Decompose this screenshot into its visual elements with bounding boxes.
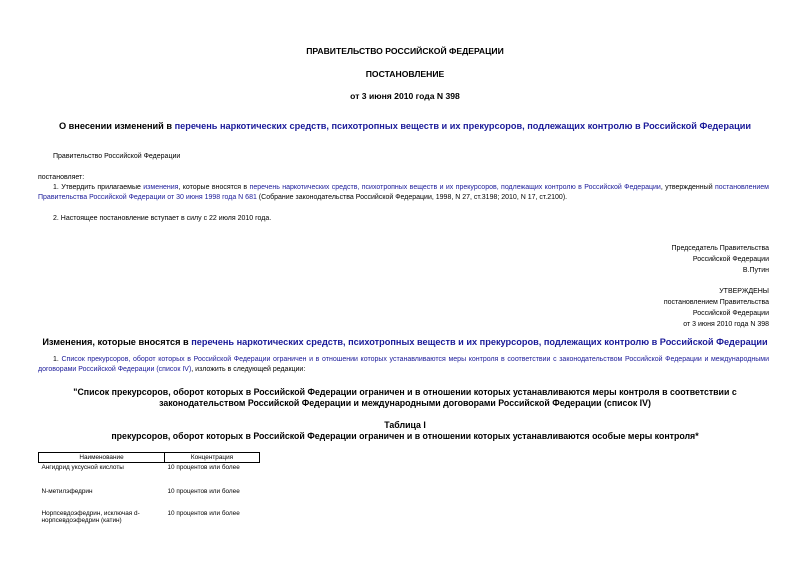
- change-1: [38, 355, 769, 375]
- change-1-link[interactable]: Список прекурсоров, оборот которых в Российской Федерации ограничен и в отношении которых устанавливаются меры контроля в соответствии с законодательством Российской Федерации и международными договорами Российской Федерации (список IV): [38, 356, 769, 373]
- changes-title-prefix: Изменения, которые вносятся в: [42, 337, 192, 347]
- table-row: [39, 463, 260, 488]
- item-1-link-changes[interactable]: изменения: [143, 184, 179, 191]
- table-title: Таблица I: [384, 420, 426, 430]
- table-row: [39, 509, 260, 531]
- approved-block: [560, 287, 769, 330]
- item-1-link-decree[interactable]: постановлением Правительства Российской Федерации от 30 июня 1998 года N 681: [38, 184, 769, 201]
- cell-concentration: 10 процентов или более: [167, 464, 240, 471]
- item-2: 2. Настоящее постановление вступает в силу с 22 июля 2010 года.: [53, 215, 272, 222]
- approved-line-2: постановлением Правительства: [663, 299, 769, 306]
- intro-gov: Правительство Российской Федерации: [53, 153, 181, 160]
- change-1-text-a: 1.: [53, 356, 62, 363]
- signature-line-1: Председатель Правительства: [671, 245, 769, 252]
- table-subtitle: прекурсоров, оборот которых в Российской Федерации ограничен и в отношении которых устанавливаются особые меры контроля*: [111, 431, 699, 441]
- cell-concentration: 10 процентов или более: [167, 488, 240, 495]
- signature-line-3: В.Путин: [742, 267, 769, 274]
- cell-name: N-метилэфедрин: [41, 488, 93, 495]
- title-prefix: О внесении изменений в: [58, 121, 175, 131]
- column-header-concentration: Концентрация: [165, 453, 260, 463]
- column-header-name: Наименование: [39, 453, 165, 463]
- doc-type: ПОСТАНОВЛЕНИЕ: [365, 69, 445, 79]
- item-1-text-b: , которые вносятся в: [178, 184, 250, 191]
- changes-title: [40, 337, 770, 347]
- table-row: [39, 487, 260, 509]
- signature-block: [560, 244, 769, 276]
- item-1-link-list[interactable]: перечень наркотических средств, психотропных веществ и их прекурсоров, подлежащих контролю в Российской Федерации: [249, 184, 661, 191]
- item-1-text-d: (Собрание законодательства Российской Федерации, 1998, N 27, ст.3198; 2010, N 17, ст.2100).: [256, 194, 568, 201]
- signature-line-2: Российской Федерации: [692, 256, 769, 263]
- change-1-text-b: , изложить в следующей редакции:: [191, 366, 306, 373]
- item-1-text-a: 1. Утвердить прилагаемые: [53, 184, 144, 191]
- title-link[interactable]: перечень наркотических средств, психотропных веществ и их прекурсоров, подлежащих контролю в Российской Федерации: [174, 121, 752, 131]
- cell-name: Ангидрид уксусной кислоты: [41, 464, 124, 471]
- intro-decides: постановляет:: [38, 174, 85, 181]
- approved-line-4: от 3 июня 2010 года N 398: [683, 321, 769, 328]
- document-title: [40, 121, 770, 131]
- table-header-row: [39, 453, 260, 463]
- government-header: ПРАВИТЕЛЬСТВО РОССИЙСКОЙ ФЕДЕРАЦИИ: [306, 46, 504, 56]
- precursor-table: [38, 452, 260, 531]
- cell-name: Норпсевдоэфедрин, исключая d-норпсевдоэфедрин (катин): [41, 510, 140, 524]
- item-1: [38, 183, 769, 203]
- changes-title-link[interactable]: перечень наркотических средств, психотропных веществ и их прекурсоров, подлежащих контролю в Российской Федерации: [191, 337, 768, 347]
- doc-date-number: от 3 июня 2010 года N 398: [350, 91, 460, 101]
- approved-line-1: УТВЕРЖДЕНЫ: [719, 288, 769, 295]
- cell-concentration: 10 процентов или более: [167, 510, 240, 517]
- item-1-text-c: , утвержденный: [660, 184, 715, 191]
- list-title: "Список прекурсоров, оборот которых в Российской Федерации ограничен и в отношении которых устанавливаются меры контроля в соответствии с законодательством Российской Федерации и международными договорами Российской Федерации (список IV): [73, 387, 737, 408]
- approved-line-3: Российской Федерации: [692, 310, 769, 317]
